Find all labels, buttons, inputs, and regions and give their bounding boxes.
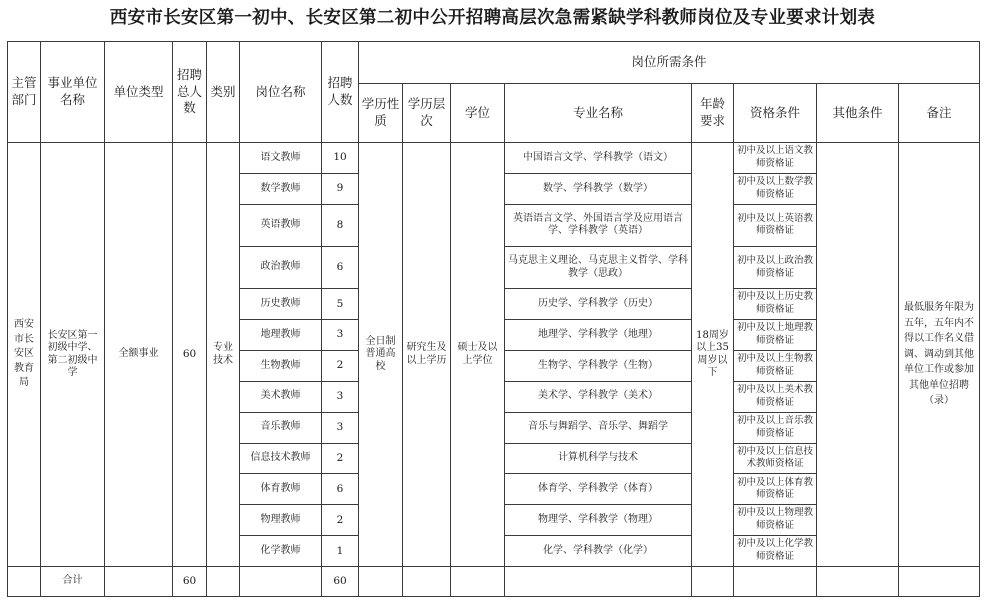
- cell-major: 中国语言文学、学科教学（语文）: [505, 143, 692, 174]
- cell-empty: [505, 567, 692, 597]
- cell-edu-level: 研究生及以上学历: [403, 143, 451, 567]
- cell-empty: [899, 567, 980, 597]
- cell-empty: [240, 567, 322, 597]
- cell-qualification: 初中及以上语文教师资格证: [734, 143, 817, 174]
- cell-empty: [207, 567, 240, 597]
- recruitment-plan-table: [7, 41, 980, 597]
- cell-edu-nature: 全日制普通高校: [359, 143, 403, 567]
- header-edu-nature: 学历性质: [359, 84, 403, 143]
- cell-other: [817, 143, 899, 567]
- cell-dept: 西安市长安区教育局: [8, 143, 41, 567]
- cell-count: 2: [322, 505, 359, 536]
- cell-major: 化学、学科教学（化学）: [505, 536, 692, 567]
- cell-major: 地理学、学科教学（地理）: [505, 320, 692, 351]
- cell-qualification: 初中及以上物理教师资格证: [734, 505, 817, 536]
- cell-degree: 硕士及以上学位: [451, 143, 505, 567]
- cell-count: 9: [322, 173, 359, 204]
- cell-empty: [817, 567, 899, 597]
- cell-qualification: 初中及以上数学教师资格证: [734, 173, 817, 204]
- cell-major: 计算机科学与技术: [505, 443, 692, 474]
- header-requirements: 岗位所需条件: [359, 42, 980, 84]
- cell-count: 1: [322, 536, 359, 567]
- header-edu-level: 学历层次: [403, 84, 451, 143]
- cell-qualification: 初中及以上化学教师资格证: [734, 536, 817, 567]
- cell-position: 数学教师: [240, 173, 322, 204]
- cell-qualification: 初中及以上历史教师资格证: [734, 289, 817, 320]
- cell-qualification: 初中及以上音乐教师资格证: [734, 412, 817, 443]
- cell-major: 体育学、学科教学（体育）: [505, 474, 692, 505]
- cell-category: 专业技术: [207, 143, 240, 567]
- header-remarks: 备注: [899, 84, 980, 143]
- cell-qualification: 初中及以上政治教师资格证: [734, 246, 817, 288]
- cell-empty: [403, 567, 451, 597]
- recruit-count-sum: 60: [322, 567, 359, 597]
- header-category: 类别: [207, 42, 240, 143]
- cell-age: 18周岁以上35周岁以下: [692, 143, 734, 567]
- cell-major: 音乐与舞蹈学、音乐学、舞蹈学: [505, 412, 692, 443]
- cell-major: 数学、学科教学（数学）: [505, 173, 692, 204]
- page-title: 西安市长安区第一初中、长安区第二初中公开招聘高层次急需紧缺学科教师岗位及专业要求计划表: [109, 8, 876, 28]
- cell-major: 马克思主义理论、马克思主义哲学、学科教学（思政）: [505, 246, 692, 288]
- header-recruit-count: 招聘人数: [322, 42, 359, 143]
- header-major: 专业名称: [505, 84, 692, 143]
- header-unit-type: 单位类型: [105, 42, 173, 143]
- cell-position: 英语教师: [240, 204, 322, 246]
- header-dept: 主管部门: [8, 42, 41, 143]
- cell-major: 生物学、学科教学（生物）: [505, 350, 692, 381]
- header-unit: 事业单位名称: [41, 42, 105, 143]
- cell-position: 信息技术教师: [240, 443, 322, 474]
- cell-count: 2: [322, 350, 359, 381]
- header-position: 岗位名称: [240, 42, 322, 143]
- cell-empty: [8, 567, 41, 597]
- cell-qualification: 初中及以上生物教师资格证: [734, 350, 817, 381]
- header-age: 年龄要求: [692, 84, 734, 143]
- cell-empty: [359, 567, 403, 597]
- cell-count: 8: [322, 204, 359, 246]
- table-row: [8, 143, 980, 174]
- cell-count: 10: [322, 143, 359, 174]
- cell-major: 英语语言文学、外国语言学及应用语言学、学科教学（英语）: [505, 204, 692, 246]
- cell-position: 体育教师: [240, 474, 322, 505]
- cell-qualification: 初中及以上信息技术教师资格证: [734, 443, 817, 474]
- cell-position: 地理教师: [240, 320, 322, 351]
- header-other: 其他条件: [817, 84, 899, 143]
- cell-unit: 长安区第一初级中学、第二初级中学: [41, 143, 105, 567]
- cell-major: 历史学、学科教学（历史）: [505, 289, 692, 320]
- cell-qualification: 初中及以上体育教师资格证: [734, 474, 817, 505]
- cell-unit-type: 全额事业: [105, 143, 173, 567]
- cell-count: 3: [322, 412, 359, 443]
- total-label: 合计: [41, 567, 105, 597]
- cell-position: 化学教师: [240, 536, 322, 567]
- cell-major: 美术学、学科教学（美术）: [505, 381, 692, 412]
- cell-count: 3: [322, 381, 359, 412]
- cell-total-recruit: 60: [173, 143, 207, 567]
- total-recruit-sum: 60: [173, 567, 207, 597]
- cell-empty: [734, 567, 817, 597]
- cell-major: 物理学、学科教学（物理）: [505, 505, 692, 536]
- cell-empty: [105, 567, 173, 597]
- header-degree: 学位: [451, 84, 505, 143]
- cell-count: 5: [322, 289, 359, 320]
- cell-qualification: 初中及以上英语教师资格证: [734, 204, 817, 246]
- total-row: [8, 567, 980, 597]
- cell-count: 6: [322, 474, 359, 505]
- cell-position: 物理教师: [240, 505, 322, 536]
- cell-position: 历史教师: [240, 289, 322, 320]
- cell-qualification: 初中及以上地理教师资格证: [734, 320, 817, 351]
- cell-count: 3: [322, 320, 359, 351]
- cell-empty: [692, 567, 734, 597]
- header-qualification: 资格条件: [734, 84, 817, 143]
- header-total-recruit: 招聘总人数: [173, 42, 207, 143]
- cell-position: 美术教师: [240, 381, 322, 412]
- cell-count: 6: [322, 246, 359, 288]
- cell-position: 音乐教师: [240, 412, 322, 443]
- cell-remarks: 最低服务年限为五年，五年内不得以工作名义借调、调动到其他单位工作或参加其他单位招聘（录）: [899, 143, 980, 567]
- cell-empty: [451, 567, 505, 597]
- cell-position: 语文教师: [240, 143, 322, 174]
- cell-position: 政治教师: [240, 246, 322, 288]
- cell-count: 2: [322, 443, 359, 474]
- cell-position: 生物教师: [240, 350, 322, 381]
- cell-qualification: 初中及以上美术教师资格证: [734, 381, 817, 412]
